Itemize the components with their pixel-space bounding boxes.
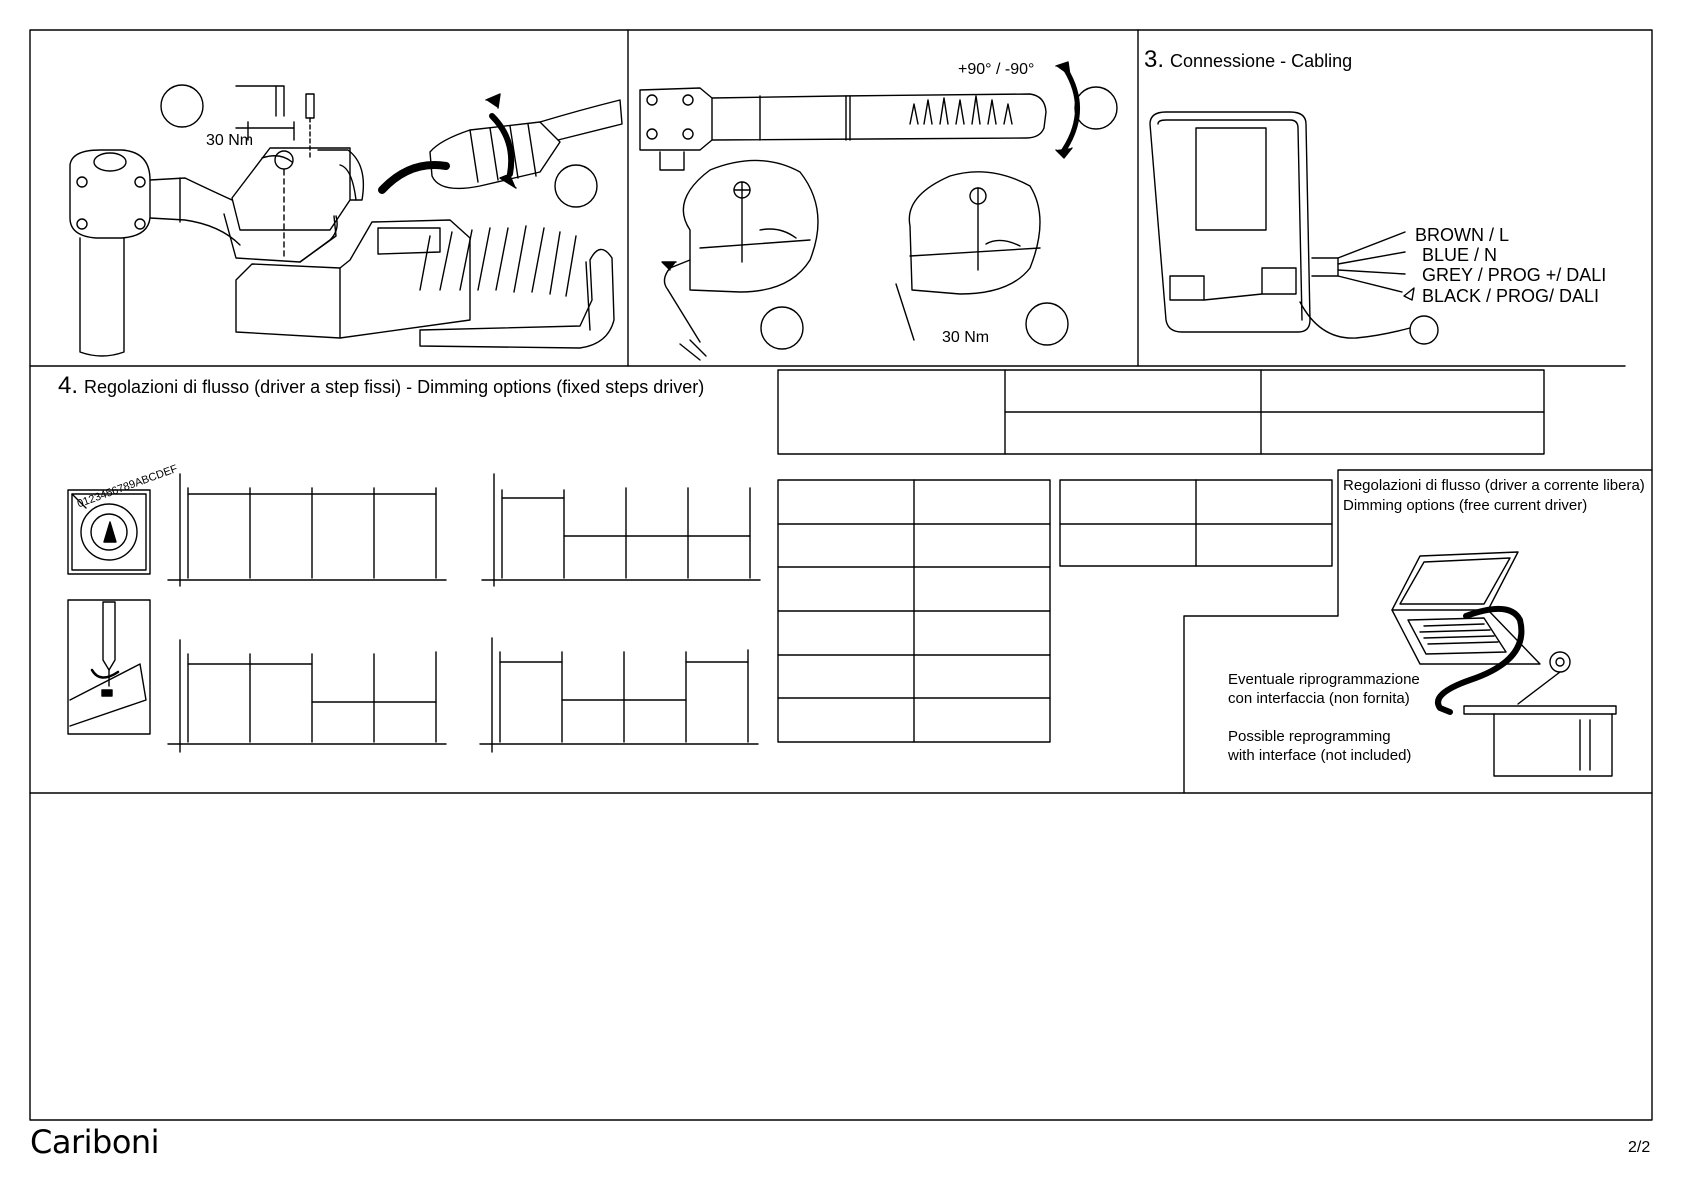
reprogramming-it-line1: Eventuale riprogrammazione [1228,671,1420,688]
cabling-heading [1144,48,1352,72]
step-circle-5 [1026,303,1068,345]
step-circle-2 [555,165,597,207]
torque-label-right: 30 Nm [942,329,990,346]
dimming-table-right [1060,480,1332,566]
step-chart-a [168,474,446,586]
wire-label-blue: BLUE / N [1422,245,1498,265]
cabling-title: Connessione - Cabling [1170,51,1353,71]
step-circle-4 [761,307,803,349]
brand-logo: Cariboni [30,1123,160,1161]
wire-label-black: BLACK / PROG/ DALI [1422,286,1600,306]
screwdriver-icon [68,600,150,734]
dimming-title: Regolazioni di flusso (driver a step fissi) - Dimming options (fixed steps driver) [84,377,705,397]
wire-label-brown: BROWN / L [1415,225,1510,245]
cabling-illustration [1150,112,1438,344]
free-current-title-en: Dimming options (free current driver) [1343,497,1588,514]
mounting-illustration [70,85,622,356]
free-current-title-it: Regolazioni di flusso (driver a corrente libera) [1343,477,1645,494]
reprogramming-en-line1: Possible reprogramming [1228,728,1391,745]
reprogramming-it-line2: con interfaccia (non fornita) [1228,690,1410,707]
wire-label-grey: GREY / PROG +/ DALI [1422,265,1607,285]
torque-label-left: 30 Nm [206,132,254,149]
page-number: 2/2 [1628,1139,1651,1156]
dimming-table-left [778,480,1050,742]
laptop-illustration [1392,552,1616,776]
tilt-illustration [640,62,1117,360]
step-circle-3 [1075,87,1117,129]
step-chart-d [480,638,758,752]
dimming-heading [58,374,704,398]
step-chart-b [482,474,760,586]
rotation-label: +90° / -90° [958,61,1035,78]
outer-frame [30,30,1652,1120]
rotary-switch-digits: 0123456789ABCDEF [75,462,180,511]
step-chart-c [168,640,446,752]
step-circle-1 [161,85,203,127]
reprogramming-en-line2: with interface (not included) [1228,747,1412,764]
cabling-step-number: 3. [1144,46,1165,73]
dimming-step-number: 4. [58,372,79,399]
dimming-table-top [778,370,1544,454]
